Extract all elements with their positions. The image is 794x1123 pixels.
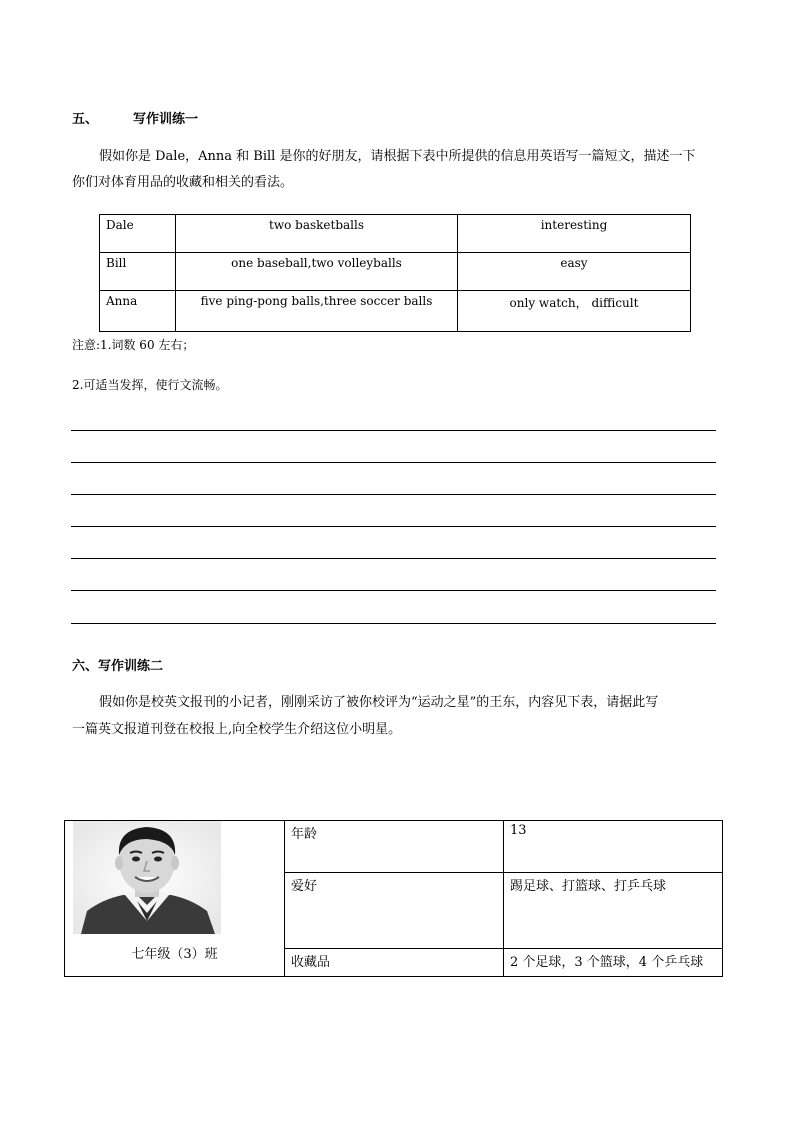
table-cell-label: 爱好 [285, 873, 504, 949]
section6-prompt-line1: 假如你是校英文报刊的小记者，刚刚采访了被你校评为“运动之星”的王东，内容见下表，请据此写 [99, 695, 659, 710]
section6-title: 六、写作训练二 [72, 659, 164, 674]
table-cell-opinion: easy [458, 253, 691, 291]
answer-line[interactable] [71, 526, 716, 527]
photo-cell [65, 821, 285, 977]
photo-caption: 七年级（3）班 [131, 947, 218, 962]
section6-prompt-line2: 一篇英文报道刊登在校报上,向全校学生介绍这位小明星。 [72, 722, 402, 737]
section5-prompt-line2: 你们对体育用品的收藏和相关的看法。 [72, 175, 294, 190]
table-cell-items: five ping-pong balls,three soccer balls [176, 291, 458, 332]
sports-collection-table [99, 214, 691, 332]
section5-prompt-line1: 假如你是 Dale，Anna 和 Bill 是你的好朋友，请根据下表中所提供的信息用英语写一篇短文，描述一下 [99, 149, 696, 164]
student-photo [73, 821, 221, 934]
table-cell-name: Dale [100, 215, 176, 253]
section5-number: 五、 [72, 112, 99, 127]
answer-line[interactable] [71, 623, 716, 624]
answer-line[interactable] [71, 462, 716, 463]
sports-star-table [64, 820, 723, 977]
section5-title: 写作训练一 [133, 112, 199, 127]
table-cell-opinion: only watch， difficult [458, 291, 691, 332]
table-cell-name: Anna [100, 291, 176, 332]
table-cell-value: 13 [504, 821, 723, 873]
table-row [100, 291, 691, 332]
table-cell-name: Bill [100, 253, 176, 291]
answer-line[interactable] [71, 494, 716, 495]
table-cell-items: one baseball,two volleyballs [176, 253, 458, 291]
answer-line[interactable] [71, 590, 716, 591]
table-row [100, 215, 691, 253]
note-fluency: 2.可适当发挥，使行文流畅。 [72, 378, 228, 392]
table-row [65, 821, 723, 873]
table-cell-value: 2 个足球，3 个篮球，4 个乒乓球 [504, 949, 723, 977]
table-cell-label: 年龄 [285, 821, 504, 873]
table-cell-opinion: interesting [458, 215, 691, 253]
table-cell-items: two basketballs [176, 215, 458, 253]
answer-line[interactable] [71, 430, 716, 431]
answer-line[interactable] [71, 558, 716, 559]
table-cell-value: 踢足球、打篮球、打乒乓球 [504, 873, 723, 949]
table-row [100, 253, 691, 291]
table-cell-label: 收藏品 [285, 949, 504, 977]
note-word-count: 注意:1.词数 60 左右； [72, 338, 195, 352]
